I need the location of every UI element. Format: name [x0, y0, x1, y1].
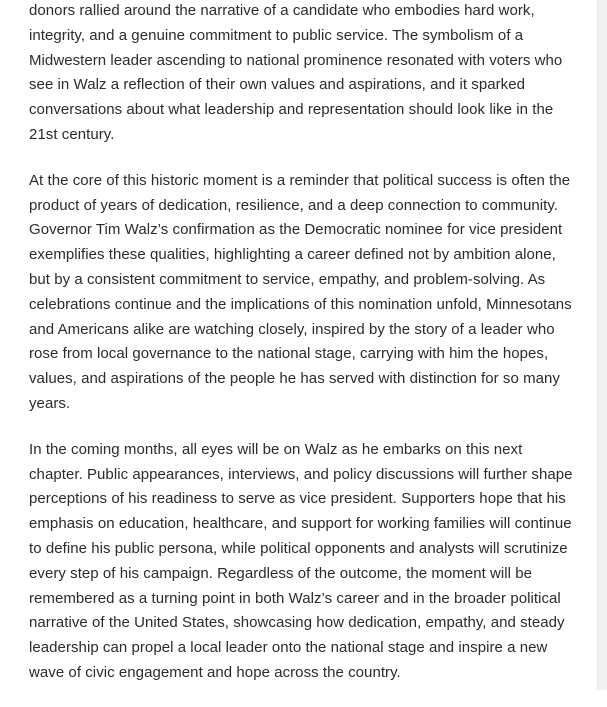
- article-paragraph: In the coming months, all eyes will be on Walz as he embarks on this next chapter. Public appearances, interviews, and policy discussions will further shape perceptions of his readiness to serve as vice president. Supporters hope that his emphasis on education, healthcare, and support for working families will continue to define his public persona, while political opponents and analysts will scrutinize every step of his campaign. Regardless of the outcome, the moment will be remembered as a turning point in both Walz’s career and in the broader political narrative of the United States, showcasing how dedication, empathy, and steady leadership can propel a local leader onto the national stage and inspire a new wave of civic engagement and hope across the country.: [29, 440, 573, 681]
- article-body: [29, 0, 574, 707]
- vertical-scrollbar[interactable]: [597, 0, 607, 690]
- article-paragraph: At the core of this historic moment is a reminder that political success is often the product of years of dedication, resilience, and a deep connection to community. Governor Tim Walz’s confirmation as the Democratic nominee for vice president exemplifies these qualities, highlighting a career defined not by ambition alone, but by a consistent commitment to service, empathy, and problem-solving. As celebrations continue and the implications of this nomination unfold, Minnesotans and Americans alike are watching closely, inspired by the story of a leader who rose from local governance to the national stage, carrying with him the hopes, values, and aspirations of the people he has served with distinction for so many years.: [29, 171, 572, 412]
- article-paragraph: donors rallied around the narrative of a candidate who embodies hard work, integrity, and a genuine commitment to public service. The symbolism of a Midwestern leader ascending to national prominence resonated with voters who see in Walz a reflection of their own values and aspirations, and it sparked conversations about what leadership and representation should look like in the 21st century.: [29, 2, 563, 143]
